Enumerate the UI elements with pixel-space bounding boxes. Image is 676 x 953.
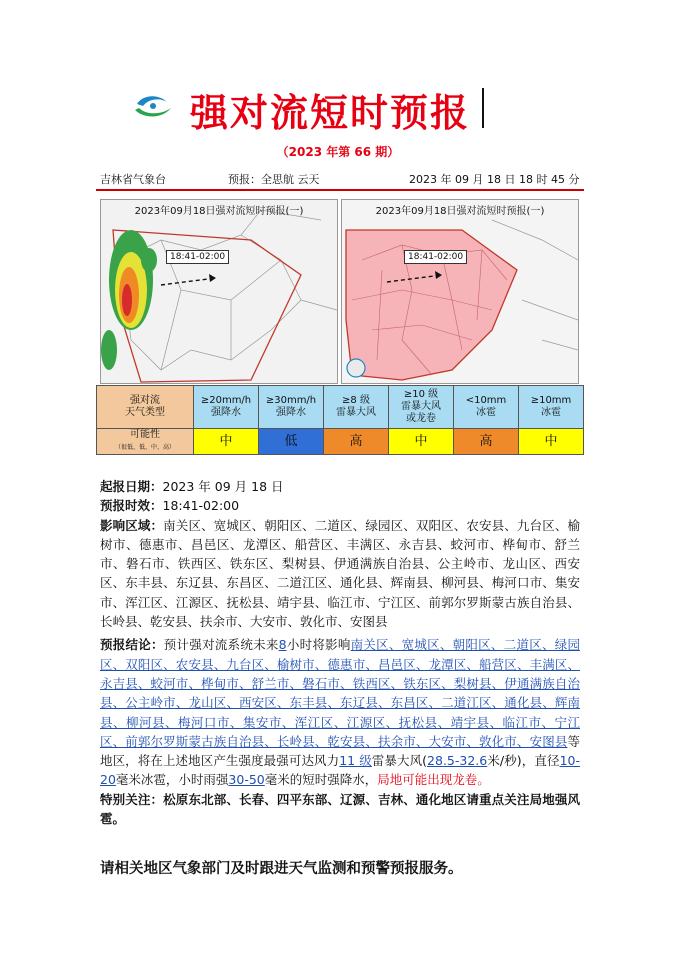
conclusion-paragraph <box>100 635 580 789</box>
footer-note: 请相关地区气象部门及时跟进天气监测和预警预报服务。 <box>100 861 463 877</box>
radar-map-title: 2023年09月18日强对流短时预报(一) <box>134 206 304 217</box>
affected-list-link: 南关区、宽城区、朝阳区、二道区、绿园区、双阳区、农安县、九台区、榆树市、德惠市、昌邑区、龙潭区、船营区、丰满区、永吉县、蛟河市、桦甸市、舒兰市、磐石市、铁西区、铁东区、梨树县、伊通满族自治县、公主岭市、龙山区、西安区、东丰县、东辽县、东昌区、二道江区、通化县、辉南县、柳河县、梅河口市、集安市、浑江区、江源区、抚松县、靖宇县、临江市、宁江区、前郭尔罗斯蒙古族自治县、长岭县、乾安县、扶余市、大安市、敦化市、安图县 <box>100 637 580 749</box>
likelihood-label: 可能性 <box>130 429 160 440</box>
conclusion-label: 预报结论： <box>100 637 164 653</box>
risk-level-row <box>97 429 584 455</box>
wind-speed-value: 28.5-32.6 <box>427 753 488 769</box>
risk-col-line: 强降水 <box>211 407 241 418</box>
hours-value: 8 <box>278 637 287 653</box>
special-attention-paragraph <box>100 790 580 829</box>
risk-col-line: ≥30mm/h <box>265 395 317 406</box>
risk-col-header <box>259 386 324 429</box>
risk-level-cell: 高 <box>454 429 519 455</box>
risk-col-header <box>519 386 584 429</box>
forecast-body <box>100 477 580 828</box>
risk-level-cell: 低 <box>259 429 324 455</box>
radar-map-time-label: 18:41-02:00 <box>166 250 229 264</box>
hail-size-value: 10-20 <box>100 753 580 788</box>
risk-level-cell: 中 <box>194 429 259 455</box>
text-cursor <box>482 88 484 128</box>
risk-col-line: 或龙卷 <box>406 413 436 424</box>
risk-table <box>96 385 584 455</box>
cma-logo-icon <box>133 92 173 122</box>
conclusion-text: 米/秒)，直径 <box>487 753 560 769</box>
risk-type-header-line: 强对流 <box>130 395 160 406</box>
risk-col-line: 冰雹 <box>541 407 561 418</box>
risk-col-line: 强降水 <box>276 407 306 418</box>
special-attention-value: 松原东北部、长春、四平东部、辽源、吉林、通化地区请重点关注局地强风雹。 <box>100 791 580 827</box>
risk-col-header <box>389 386 454 429</box>
conclusion-text: 小时将影响 <box>286 637 351 653</box>
issue-date-label: 起报日期： <box>100 479 163 494</box>
special-attention-label: 特别关注： <box>100 791 164 807</box>
risk-col-line: 冰雹 <box>476 407 496 418</box>
tornado-note: 局地可能出现龙卷。 <box>377 772 490 788</box>
risk-level-cell: 中 <box>519 429 584 455</box>
affected-area-paragraph <box>100 516 580 632</box>
risk-col-line: ≥10mm <box>530 395 572 406</box>
risk-col-header <box>194 386 259 429</box>
risk-type-header <box>97 386 194 429</box>
risk-col-line: ≥10 级 <box>403 389 439 400</box>
rain-rate-value: 30-50 <box>228 772 265 788</box>
forecaster-names: 预报：全思航 云天 <box>228 173 320 186</box>
warning-map-time-label: 18:41-02:00 <box>404 250 467 264</box>
warning-map <box>341 199 579 384</box>
likelihood-note: （很低、低、中、高） <box>114 444 175 451</box>
affected-area-value: 南关区、宽城区、朝阳区、二道区、绿园区、双阳区、农安县、九台区、榆树市、德惠市、昌邑区、龙潭区、船营区、丰满区、永吉县、蛟河市、桦甸市、舒兰市、磐石市、铁西区、铁东区、梨树县、伊通满族自治县、公主岭市、龙山区、西安区、东丰县、东辽县、东昌区、二道江区、通化县、辉南县、柳河县、梅河口市、集安市、浑江区、江源区、抚松县、靖宇县、临江市、宁江区、前郭尔罗斯蒙古族自治县、长岭县、乾安县、扶余市、大安市、敦化市、安图县 <box>100 517 580 630</box>
valid-period-value: 18:41-02:00 <box>162 498 240 514</box>
issued-time: 2023 年 09 月 18 日 18 时 45 分 <box>409 173 580 186</box>
conclusion-text: 预计强对流系统未来 <box>163 637 279 653</box>
risk-col-line: ≥8 级 <box>342 395 370 406</box>
risk-col-line: 雷暴大风 <box>401 401 441 412</box>
risk-level-cell: 高 <box>324 429 389 455</box>
agency-name: 吉林省气象台 <box>100 173 166 186</box>
risk-col-line: <10mm <box>465 395 507 406</box>
radar-map-image <box>101 200 337 383</box>
wind-level-value: 11 级 <box>339 753 372 769</box>
conclusion-text: 等地区，将在上述地区产生强度最强可达风力 <box>100 733 580 769</box>
warning-map-title: 2023年09月18日强对流短时预报(一) <box>375 206 545 217</box>
valid-period-label: 预报时效： <box>100 498 163 514</box>
risk-col-line: ≥20mm/h <box>200 395 252 406</box>
likelihood-header <box>97 429 194 455</box>
risk-type-header-line: 天气类型 <box>125 407 165 418</box>
risk-level-cell: 中 <box>389 429 454 455</box>
valid-period-line <box>100 496 580 515</box>
conclusion-text: 毫米冰雹，小时雨强 <box>115 772 229 788</box>
radar-map <box>100 199 338 384</box>
conclusion-text: 雷暴大风( <box>371 753 428 769</box>
conclusion-text: 毫米的短时强降水， <box>264 772 378 788</box>
risk-col-header <box>454 386 519 429</box>
issue-number: （2023 年第 66 期） <box>276 145 400 159</box>
issue-date-line <box>100 477 580 496</box>
risk-col-line: 雷暴大风 <box>336 407 376 418</box>
warning-map-image <box>342 200 578 383</box>
affected-area-label: 影响区域： <box>100 517 164 533</box>
header-divider <box>96 189 584 191</box>
risk-header-row <box>97 386 584 429</box>
risk-col-header <box>324 386 389 429</box>
issue-date-value: 2023 年 09 月 18 日 <box>162 479 284 494</box>
page-title: 强对流短时预报 <box>190 91 471 135</box>
